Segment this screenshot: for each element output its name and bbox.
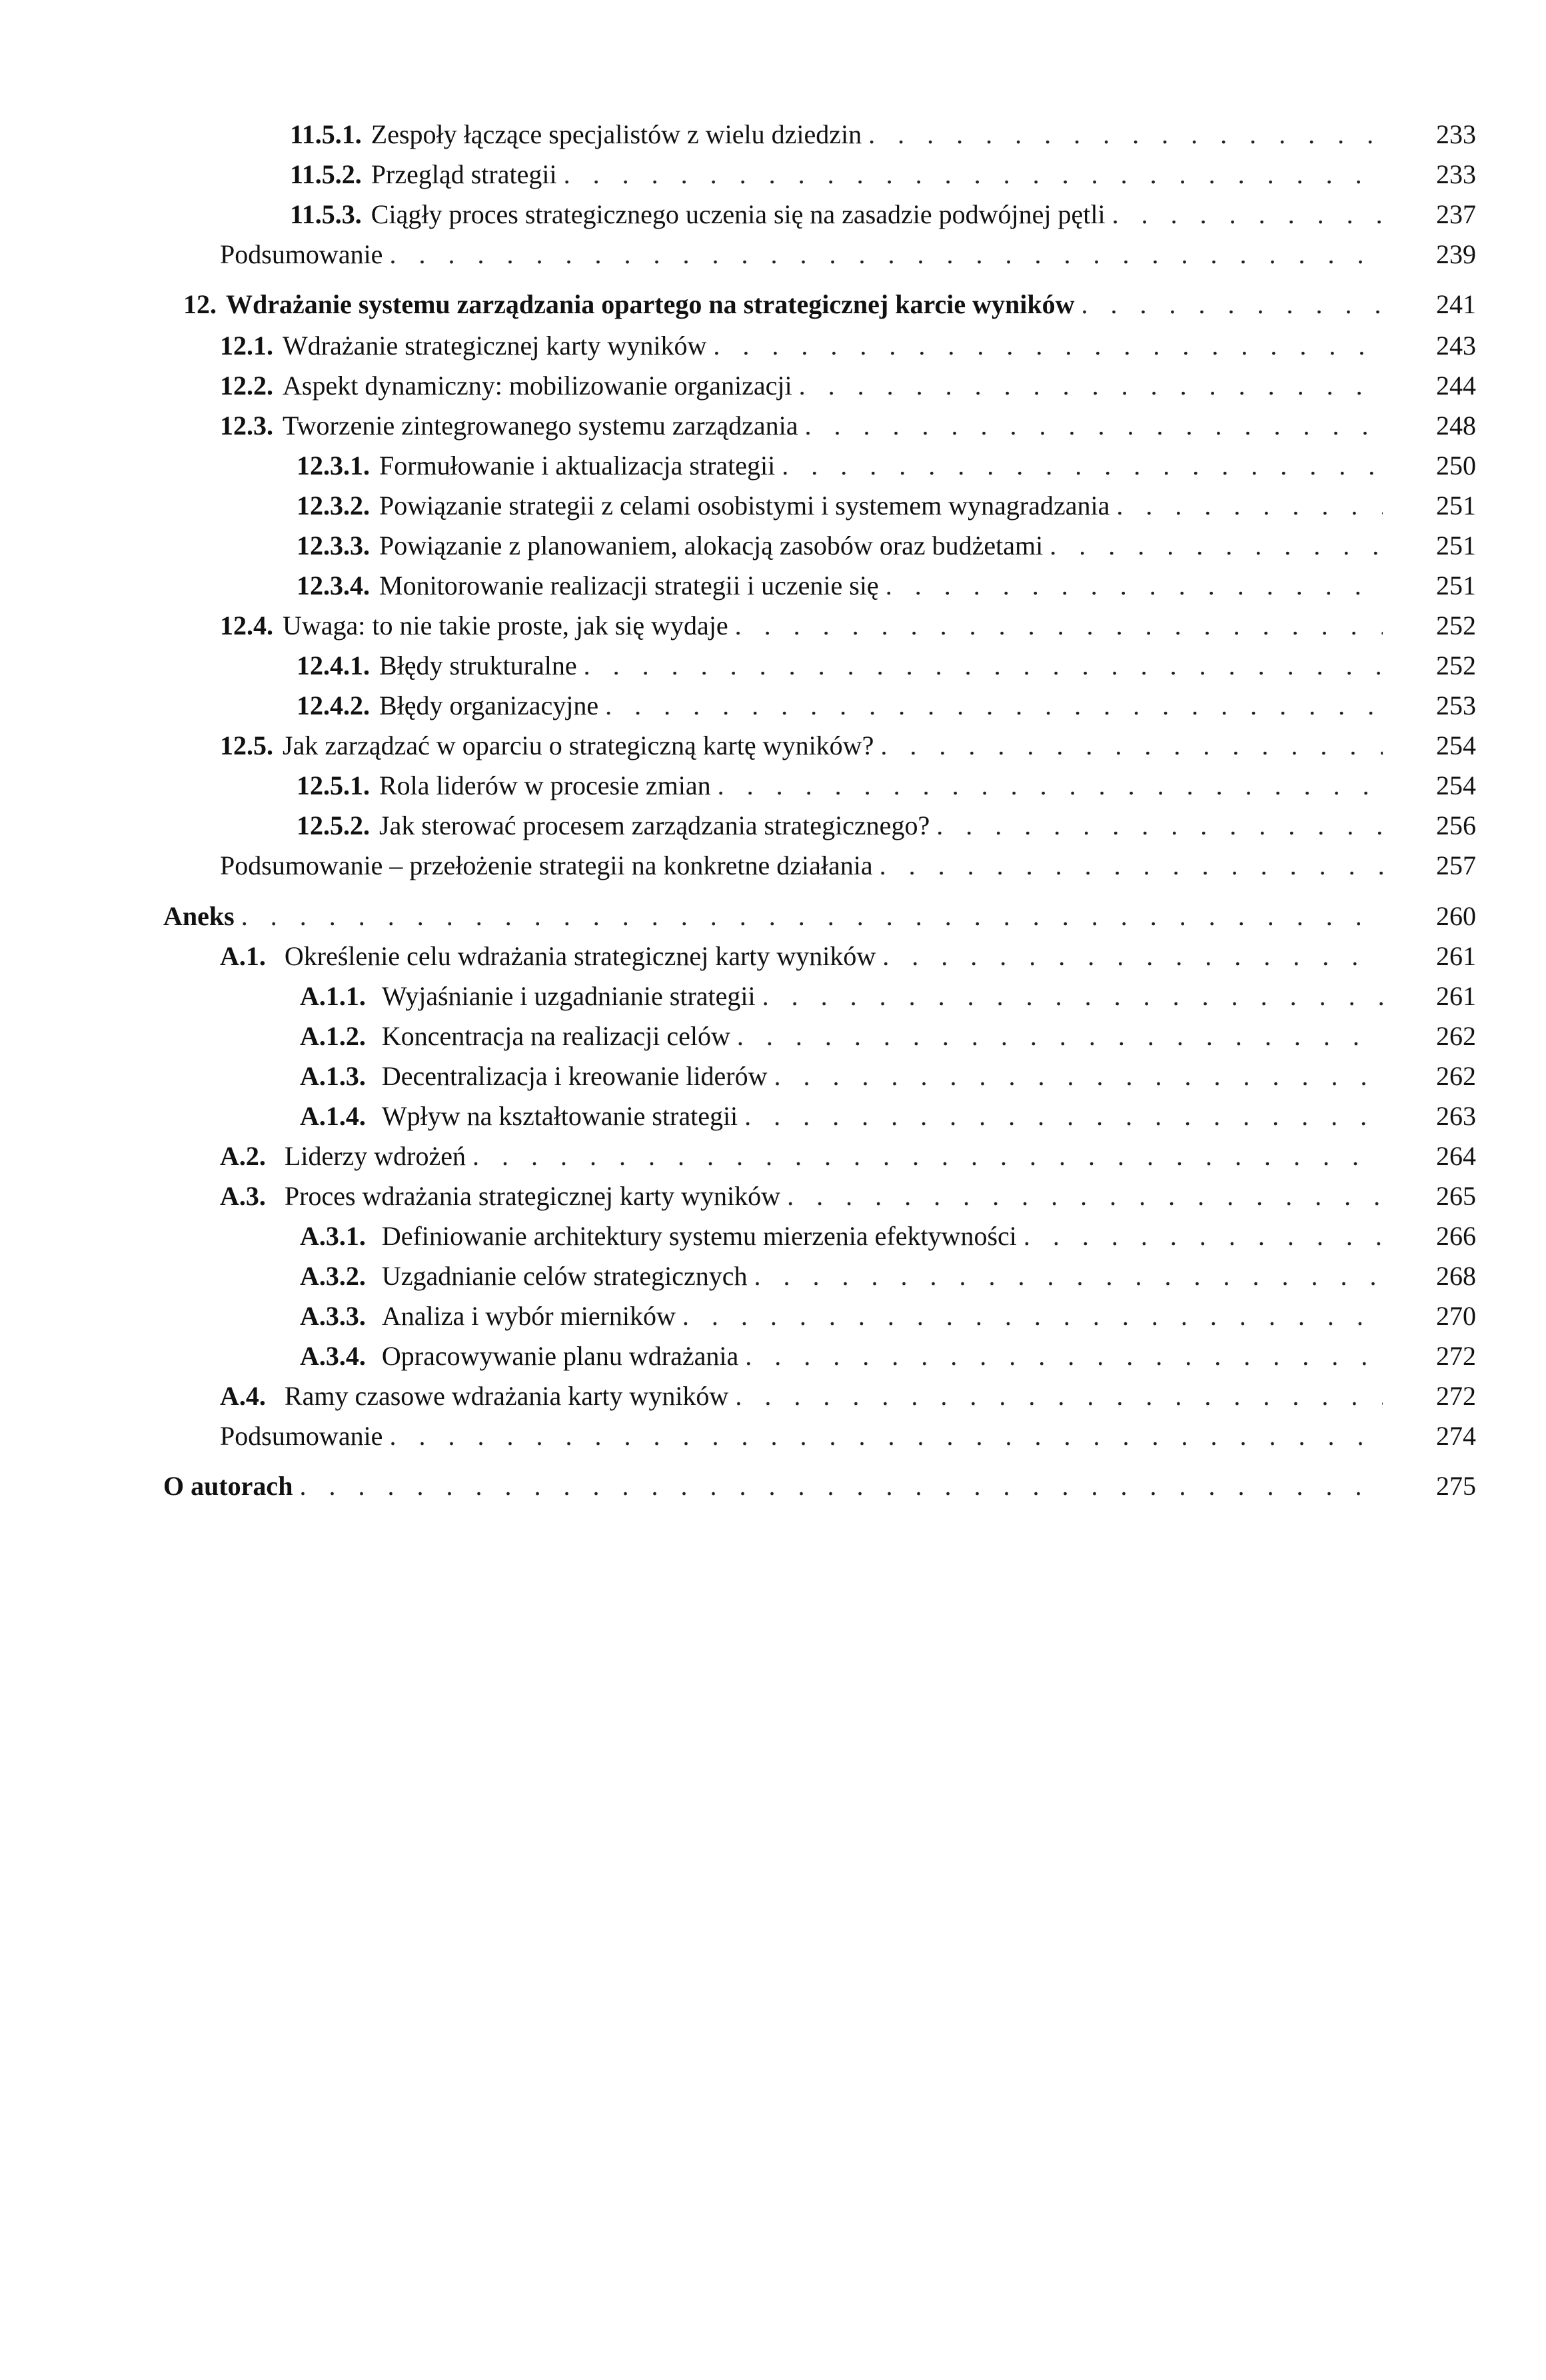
toc-entry-o-autorach — [163, 1466, 1476, 1506]
entry-page-number: 272 — [1436, 1341, 1476, 1371]
dot-leader — [564, 155, 1383, 195]
entry-page-number: 266 — [1436, 1221, 1476, 1251]
entry-number: A.3.1. — [300, 1221, 366, 1251]
entry-page-number: 237 — [1436, 199, 1476, 229]
entry-page-number: 233 — [1436, 159, 1476, 189]
entry-page-number: 248 — [1436, 411, 1476, 441]
entry-page-number: 261 — [1436, 981, 1476, 1011]
entry-page-number: 251 — [1436, 491, 1476, 521]
dot-leader — [774, 1056, 1383, 1096]
entry-page-number: 272 — [1436, 1381, 1476, 1411]
dot-leader — [882, 936, 1383, 976]
entry-title: Powiązanie strategii z celami osobistymi i systemem wynagradzania — [379, 491, 1110, 521]
toc-entry-summary-12 — [220, 846, 1476, 886]
toc-entry-12-5-1 — [297, 766, 1476, 806]
entry-page-number: 252 — [1436, 610, 1476, 640]
entry-page-number: 239 — [1436, 239, 1476, 269]
toc-entry-summary-11 — [220, 235, 1476, 275]
entry-title: Powiązanie z planowaniem, alokacją zasobów oraz budżetami — [379, 531, 1044, 561]
toc-entry-12-3-1 — [297, 446, 1476, 486]
entry-title: Aspekt dynamiczny: mobilizowanie organizacji — [283, 371, 792, 401]
entry-title: Analiza i wybór mierników — [381, 1301, 676, 1331]
entry-title: Formułowanie i aktualizacja strategii — [379, 451, 776, 481]
toc-entry-a-3-1 — [300, 1216, 1476, 1256]
entry-title: Liderzy wdrożeń — [284, 1141, 466, 1171]
dot-leader — [472, 1136, 1383, 1176]
entry-title: Rola liderów w procesie zmian — [379, 770, 711, 800]
entry-title: Przegląd strategii — [371, 159, 557, 189]
entry-number: A.1.4. — [300, 1101, 366, 1131]
dot-leader — [745, 1336, 1383, 1376]
entry-title: Wyjaśnianie i uzgadnianie strategii — [381, 981, 756, 1011]
entry-number: 12.5.1. — [297, 770, 370, 800]
dot-leader — [805, 406, 1383, 446]
entry-page-number: 268 — [1436, 1261, 1476, 1291]
dot-leader — [868, 115, 1383, 155]
entry-title: Błędy organizacyjne — [379, 690, 599, 720]
entry-number: A.3.4. — [300, 1341, 366, 1371]
entry-number: A.1.3. — [300, 1061, 366, 1091]
entry-number: 12.3.4. — [297, 571, 370, 600]
toc-entry-12-3-4 — [297, 566, 1476, 606]
toc-entry-a-2 — [220, 1136, 1476, 1176]
entry-title: Ramy czasowe wdrażania karty wyników — [284, 1381, 729, 1411]
toc-entry-a-3 — [220, 1176, 1476, 1216]
entry-number: 11.5.2. — [290, 159, 362, 189]
toc-entry-12-2 — [220, 366, 1476, 406]
entry-page-number: 262 — [1436, 1021, 1476, 1051]
dot-leader — [718, 766, 1383, 806]
toc-entry-a-1-3 — [300, 1056, 1476, 1096]
toc-entry-12-5 — [220, 726, 1476, 766]
entry-title: Aneks — [163, 901, 235, 931]
toc-entry-12-5-2 — [297, 806, 1476, 846]
entry-page-number: 254 — [1436, 730, 1476, 760]
toc-entry-11-5-2 — [290, 155, 1476, 195]
entry-title: Podsumowanie — [220, 1421, 383, 1451]
entry-number: A.4. — [220, 1381, 266, 1411]
entry-page-number: 243 — [1436, 331, 1476, 361]
entry-page-number: 265 — [1436, 1181, 1476, 1211]
entry-number: 12.4. — [220, 610, 273, 640]
dot-leader — [886, 566, 1383, 606]
entry-title: Tworzenie zintegrowanego systemu zarządzania — [283, 411, 798, 441]
entry-title: O autorach — [163, 1471, 293, 1501]
entry-page-number: 263 — [1436, 1101, 1476, 1131]
dot-leader — [754, 1256, 1383, 1296]
entry-title: Wdrażanie systemu zarządzania opartego na strategicznej karcie wyników — [226, 289, 1075, 319]
entry-number: 11.5.3. — [290, 199, 362, 229]
toc-entry-summary-aneks — [220, 1416, 1476, 1456]
toc-entry-12-1 — [220, 326, 1476, 366]
entry-page-number: 253 — [1436, 690, 1476, 720]
entry-number: A.1. — [220, 941, 266, 971]
entry-number: 12.3.1. — [297, 451, 370, 481]
entry-title: Proces wdrażania strategicznej karty wyników — [284, 1181, 781, 1211]
entry-number: A.1.1. — [300, 981, 366, 1011]
entry-number: A.1.2. — [300, 1021, 366, 1051]
dot-leader — [241, 896, 1383, 936]
dot-leader — [682, 1296, 1383, 1336]
toc-entry-a-3-3 — [300, 1296, 1476, 1336]
entry-title: Uwaga: to nie takie proste, jak się wydaje — [283, 610, 728, 640]
toc-entry-chapter-12 — [183, 285, 1476, 325]
dot-leader — [880, 726, 1383, 766]
dot-leader — [1050, 526, 1383, 566]
entry-number: 12.5.2. — [297, 810, 370, 840]
toc-entry-a-3-2 — [300, 1256, 1476, 1296]
entry-page-number: 244 — [1436, 371, 1476, 401]
toc-entry-a-1-4 — [300, 1096, 1476, 1136]
dot-leader — [1082, 285, 1383, 325]
entry-title: Decentralizacja i kreowanie liderów — [381, 1061, 768, 1091]
entry-title: Wpływ na kształtowanie strategii — [381, 1101, 738, 1131]
entry-number: 12.4.2. — [297, 690, 370, 720]
toc-entry-a-3-4 — [300, 1336, 1476, 1376]
entry-title: Podsumowanie – przełożenie strategii na konkretne działania — [220, 850, 873, 880]
dot-leader — [782, 446, 1383, 486]
toc-entry-a-1-1 — [300, 976, 1476, 1016]
dot-leader — [737, 1016, 1383, 1056]
entry-page-number: 233 — [1436, 119, 1476, 149]
toc-entry-12-3 — [220, 406, 1476, 446]
entry-page-number: 252 — [1436, 650, 1476, 680]
entry-title: Definiowanie architektury systemu mierzenia efektywności — [381, 1221, 1017, 1251]
entry-page-number: 251 — [1436, 531, 1476, 561]
entry-page-number: 274 — [1436, 1421, 1476, 1451]
dot-leader — [389, 1416, 1383, 1456]
entry-number: 12.3.3. — [297, 531, 370, 561]
entry-title: Ciągły proces strategicznego uczenia się na zasadzie podwójnej pętli — [371, 199, 1106, 229]
dot-leader — [299, 1466, 1383, 1506]
dot-leader — [713, 326, 1383, 366]
toc-entry-12-3-3 — [297, 526, 1476, 566]
entry-page-number: 264 — [1436, 1141, 1476, 1171]
entry-title: Zespoły łączące specjalistów z wielu dziedzin — [371, 119, 862, 149]
dot-leader — [936, 806, 1383, 846]
dot-leader — [1024, 1216, 1383, 1256]
dot-leader — [584, 646, 1383, 686]
entry-page-number: 241 — [1436, 289, 1476, 319]
dot-leader — [762, 976, 1383, 1016]
entry-page-number: 257 — [1436, 850, 1476, 880]
dot-leader — [1116, 486, 1383, 526]
dot-leader — [799, 366, 1383, 406]
entry-title: Podsumowanie — [220, 239, 383, 269]
dot-leader — [1112, 195, 1383, 235]
entry-page-number: 260 — [1436, 901, 1476, 931]
entry-number: 12.5. — [220, 730, 273, 760]
entry-title: Monitorowanie realizacji strategii i uczenie się — [379, 571, 879, 600]
dot-leader — [605, 686, 1383, 726]
toc-entry-a-1 — [220, 936, 1476, 976]
dot-leader — [735, 606, 1383, 646]
toc-entry-12-4-1 — [297, 646, 1476, 686]
entry-number: 12.3. — [220, 411, 273, 441]
toc-entry-12-4 — [220, 606, 1476, 646]
entry-number: 12.1. — [220, 331, 273, 361]
entry-title: Jak zarządzać w oparciu o strategiczną kartę wyników? — [283, 730, 874, 760]
toc-entry-11-5-3 — [290, 195, 1476, 235]
entry-page-number: 254 — [1436, 770, 1476, 800]
entry-title: Jak sterować procesem zarządzania strategicznego? — [379, 810, 930, 840]
entry-number: A.3.3. — [300, 1301, 366, 1331]
dot-leader — [735, 1376, 1383, 1416]
toc-entry-a-4 — [220, 1376, 1476, 1416]
entry-title: Określenie celu wdrażania strategicznej karty wyników — [284, 941, 876, 971]
entry-page-number: 262 — [1436, 1061, 1476, 1091]
entry-number: A.2. — [220, 1141, 266, 1171]
toc-entry-12-4-2 — [297, 686, 1476, 726]
entry-number: A.3. — [220, 1181, 266, 1211]
entry-title: Opracowywanie planu wdrażania — [381, 1341, 739, 1371]
dot-leader — [880, 846, 1383, 886]
entry-title: Koncentracja na realizacji celów — [381, 1021, 730, 1051]
dot-leader — [787, 1176, 1383, 1216]
entry-page-number: 256 — [1436, 810, 1476, 840]
entry-number: 12.4.1. — [297, 650, 370, 680]
entry-page-number: 250 — [1436, 451, 1476, 481]
entry-number: A.3.2. — [300, 1261, 366, 1291]
entry-number: 12.3.2. — [297, 491, 370, 521]
dot-leader — [389, 235, 1383, 275]
entry-page-number: 261 — [1436, 941, 1476, 971]
entry-title: Wdrażanie strategicznej karty wyników — [283, 331, 707, 361]
entry-number: 11.5.1. — [290, 119, 362, 149]
entry-page-number: 251 — [1436, 571, 1476, 600]
entry-page-number: 270 — [1436, 1301, 1476, 1331]
dot-leader — [744, 1096, 1383, 1136]
entry-title: Błędy strukturalne — [379, 650, 577, 680]
entry-title: Uzgadnianie celów strategicznych — [381, 1261, 748, 1291]
entry-number: 12. — [183, 289, 217, 319]
toc-entry-12-3-2 — [297, 486, 1476, 526]
toc-entry-aneks — [163, 896, 1476, 936]
toc-entry-a-1-2 — [300, 1016, 1476, 1056]
entry-page-number: 275 — [1436, 1471, 1476, 1501]
toc-entry-11-5-1 — [290, 115, 1476, 155]
entry-number: 12.2. — [220, 371, 273, 401]
